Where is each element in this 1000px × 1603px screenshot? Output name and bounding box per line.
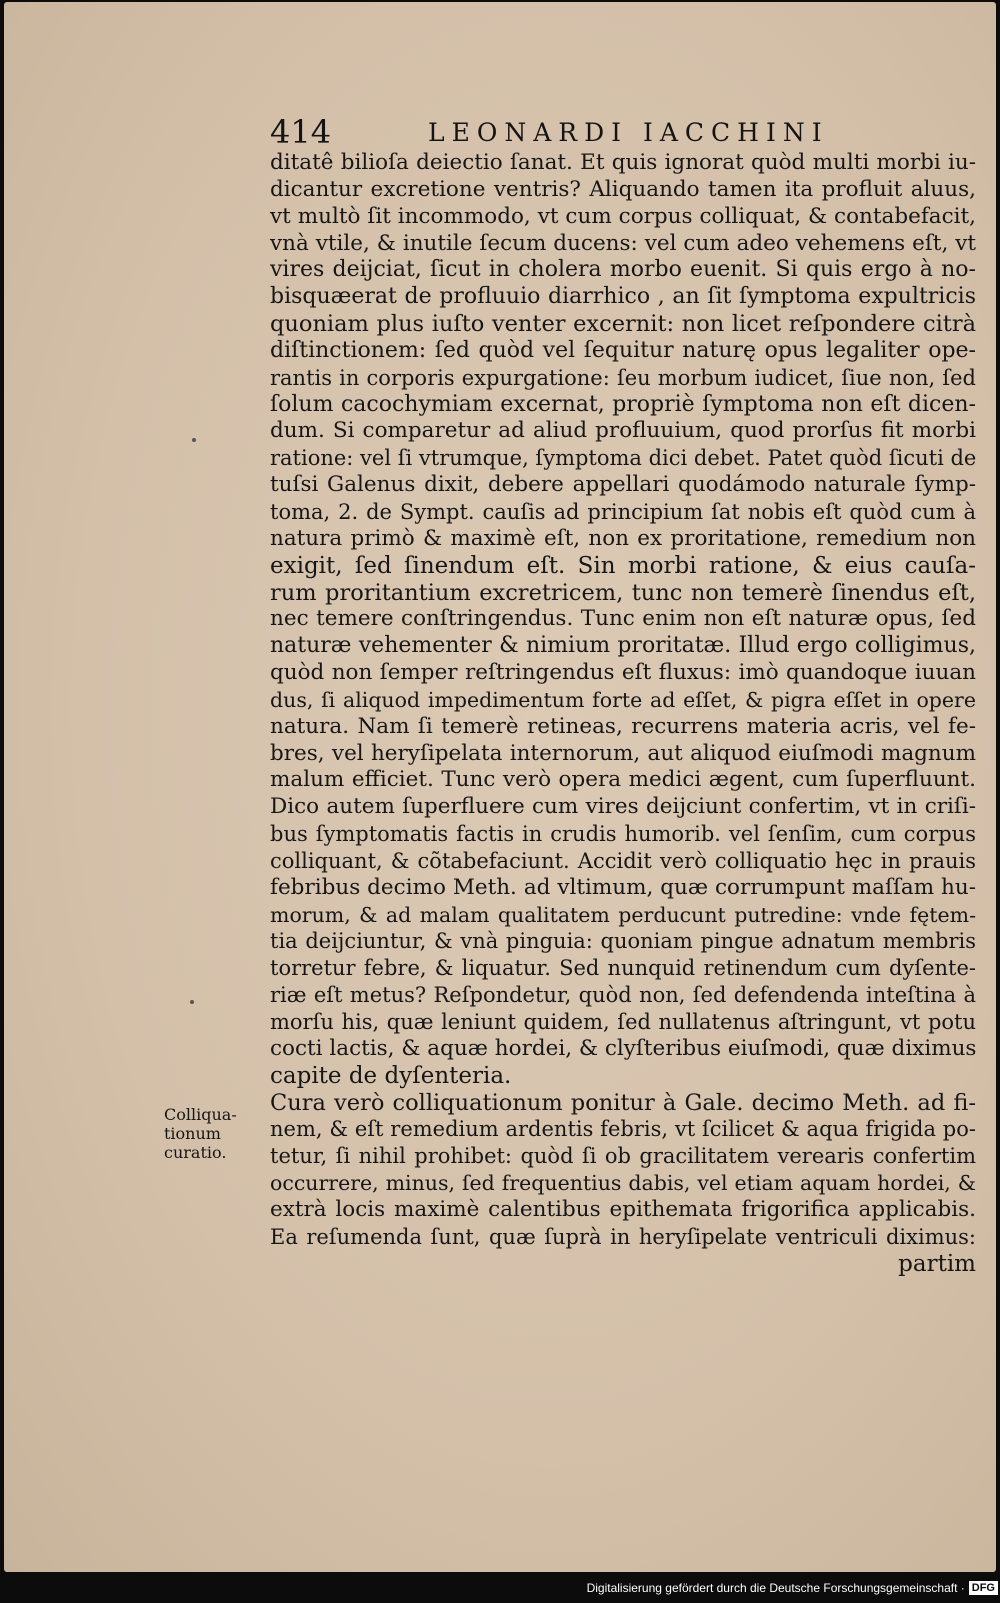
text-line: riæ eſt metus? Reſpondetur, quòd non, ſed defendenda inteſtina à [270,983,976,1008]
body-text [270,150,976,1277]
text-line: Cura verò colliquationum ponitur à Gale. decimo Meth. ad fi- [270,1089,976,1116]
dfg-logo: DFG [969,1581,998,1595]
text-line: tuſsi Galenus dixit, debere appellari quodámodo naturale ſymp- [270,472,976,498]
text-line: morum, & ad malam qualitatem perducunt putredine: vnde fętem- [270,902,976,927]
footer-credit: Digitalisierung gefördert durch die Deutsche Forschungsgemeinschaft · [586,1581,965,1595]
text-line: extrà locis maximè calentibus epithemata frigorifica applicabis. [270,1196,976,1222]
text-line: bres, vel heryſipelata internorum, aut aliquod eiuſmodi magnum [270,740,976,766]
margin-note [164,1105,264,1162]
text-line: vt multò ſit incommodo, vt cum corpus colliquat, & contabefacit, [270,203,976,229]
text-line: dus, ſi aliquod impedimentum forte ad eſſet, & pigra eſſet in opere [270,687,976,712]
text-line: quòd non ſemper reſtringendus eſt fluxus: imò quandoque iuuan [270,660,976,686]
text-line: febribus decimo Meth. ad vltimum, quæ corrumpunt maſſam hu- [270,874,976,900]
text-line: occurrere, minus, ſed frequentius dabis, vel etiam aquam hordei, & [270,1171,976,1196]
running-head: LEONARDI IACCHINI [428,118,829,147]
text-line: dicantur excretione ventris? Aliquando tamen ita profluit aluus, [270,176,976,202]
text-line: bus ſymptomatis factis in crudis humorib. vel ſenſim, cum corpus [270,822,976,847]
text-line: ſolum cacochymiam excernat, propriè ſymptoma non eſt dicen- [270,391,976,417]
text-line: vires deijciat, ſicut in cholera morbo euenit. Si quis ergo à no- [270,257,976,283]
margin-note-line: Colliqua- [164,1105,237,1124]
page-header [270,112,980,152]
text-line: rum proritantium excretricem, tunc non temerè ſinendus eſt, [270,579,976,606]
text-line: exigit, ſed ſinendum eſt. Sin morbi ratione, & eius cauſa- [270,552,976,579]
text-line: rantis in corporis expurgatione: ſeu morbum iudicet, ſiue non, ſed [270,365,976,390]
text-line: ratione: vel ſi vtrumque, ſymptoma dici debet. Patet quòd ſicuti de [270,446,977,471]
text-line: toma, 2. de Sympt. cauſis ad principium ſat nobis eſt quòd cum à [270,499,976,524]
catchword: partim [898,1250,976,1277]
text-line: nem, & eſt remedium ardentis febris, vt ſcilicet & aqua frigida po- [270,1117,976,1142]
text-line: torretur febre, & liquatur. Sed nunquid retinendum cum dyſente- [270,956,976,981]
margin-note-line: curatio. [164,1143,227,1162]
text-line: colliquant, & cõtabefaciunt. Accidit verò colliquatio hęc in prauis [270,848,976,873]
text-line: natura. Nam ſi temerè retineas, recurrens materia acris, vel fe- [270,713,976,739]
text-line: diſtinctionem: ſed quòd vel ſequitur naturę opus legaliter ope- [270,337,976,363]
text-line: ditatê bilioſa deiectio ſanat. Et quis ignorat quòd multi morbi iu- [270,150,976,175]
text-line: Dico autem ſuperfluere cum vires deijciunt confertim, vt in criſi- [270,794,976,820]
ink-speck [190,1000,194,1004]
margin-note-line: tionum [164,1124,221,1143]
text-line: cocti lactis, & aquæ hordei, & clyſteribus eiuſmodi, quæ diximus [270,1035,977,1061]
text-line: vnà vtile, & inutile ſecum ducens: vel cum adeo vehemens eſt, vt [270,230,976,256]
text-line: morſu his, quæ leniunt quidem, ſed nullatenus aſtringunt, vt potu [270,1010,976,1034]
text-line: Ea reſumenda ſunt, quæ ſuprà in heryſipelate ventriculi diximus: [270,1224,976,1249]
text-line: naturæ vehementer & nimium proritatæ. Illud ergo colligimus, [270,633,976,659]
digitization-footer [587,1577,998,1599]
text-line: dum. Si comparetur ad aliud profluuium, quod prorſus fit morbi [270,418,976,444]
text-line: nec temere conſtringendus. Tunc enim non eſt naturæ opus, ſed [270,606,976,632]
text-line: capite de dyſenteria. [270,1062,512,1089]
text-line: quoniam plus iuſto venter excernit: non licet reſpondere citrà [270,311,976,338]
text-line: natura primò & maximè eſt, non ex proritatione, remedium non [270,525,976,551]
text-line: malum efficiet. Tunc verò opera medici ægent, cum ſuperfluunt. [270,767,976,793]
page-number: 414 [270,113,332,151]
text-line: bisquæerat de profluuio diarrhico , an ſit ſymptoma expultricis [270,284,976,310]
text-line: tetur, ſi nihil prohibet: quòd ſi ob gracilitatem verearis confertim [270,1144,976,1169]
ink-speck [192,438,196,442]
text-line: tia deijciuntur, & vnà pinguia: quoniam pingue adnatum membris [270,929,976,954]
